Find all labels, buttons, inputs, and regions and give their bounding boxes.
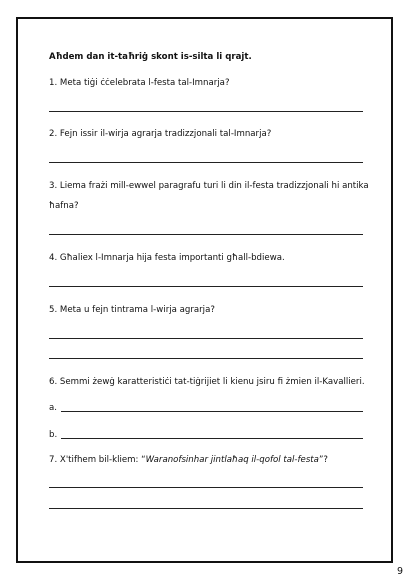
answer-line-q5-2[interactable] [49,358,363,359]
page-border [16,17,393,563]
question-7 [49,455,328,466]
page-number: 9 [397,566,404,577]
answer-line-q3[interactable] [49,234,363,235]
question-1: 1. Meta tiġi ċċelebrata l-festa tal-Imnarja? [49,78,230,88]
question-3-line-2: ħafna? [49,201,79,211]
question-7-suffix: ”? [318,455,328,465]
answer-line-q2[interactable] [49,162,363,163]
question-6: 6. Semmi żewġ karatteristiċi tat-tiġrijiet li kienu jsiru fi żmien il-Kavallieri. [49,377,365,387]
question-2: 2. Fejn issir il-wirja agrarja tradizzjonali tal-Imnarja? [49,129,272,139]
instruction-heading: Aħdem dan it-taħriġ skont is-silta li qrajt. [49,52,252,62]
answer-label-b: b. [49,430,58,440]
answer-line-q6-b[interactable] [61,438,363,439]
answer-line-q5-1[interactable] [49,338,363,339]
answer-label-a: a. [49,403,57,413]
question-7-prefix: 7. X'tifhem bil-kliem: “ [49,455,146,465]
answer-line-q4[interactable] [49,286,363,287]
answer-line-q7-1[interactable] [49,487,363,488]
question-4: 4. Għaliex l-Imnarja hija festa importanti għall-bdiewa. [49,253,285,263]
answer-line-q6-a[interactable] [61,411,363,412]
question-5: 5. Meta u fejn tintrama l-wirja agrarja? [49,305,215,315]
question-7-quote: Waranofsinhar jintlaħaq il-qofol tal-festa [145,455,319,465]
question-3-line-1: 3. Liema frażi mill-ewwel paragrafu turi li din il-festa tradizzjonali hi antika [49,181,369,191]
answer-line-q1[interactable] [49,111,363,112]
answer-line-q7-2[interactable] [49,508,363,509]
